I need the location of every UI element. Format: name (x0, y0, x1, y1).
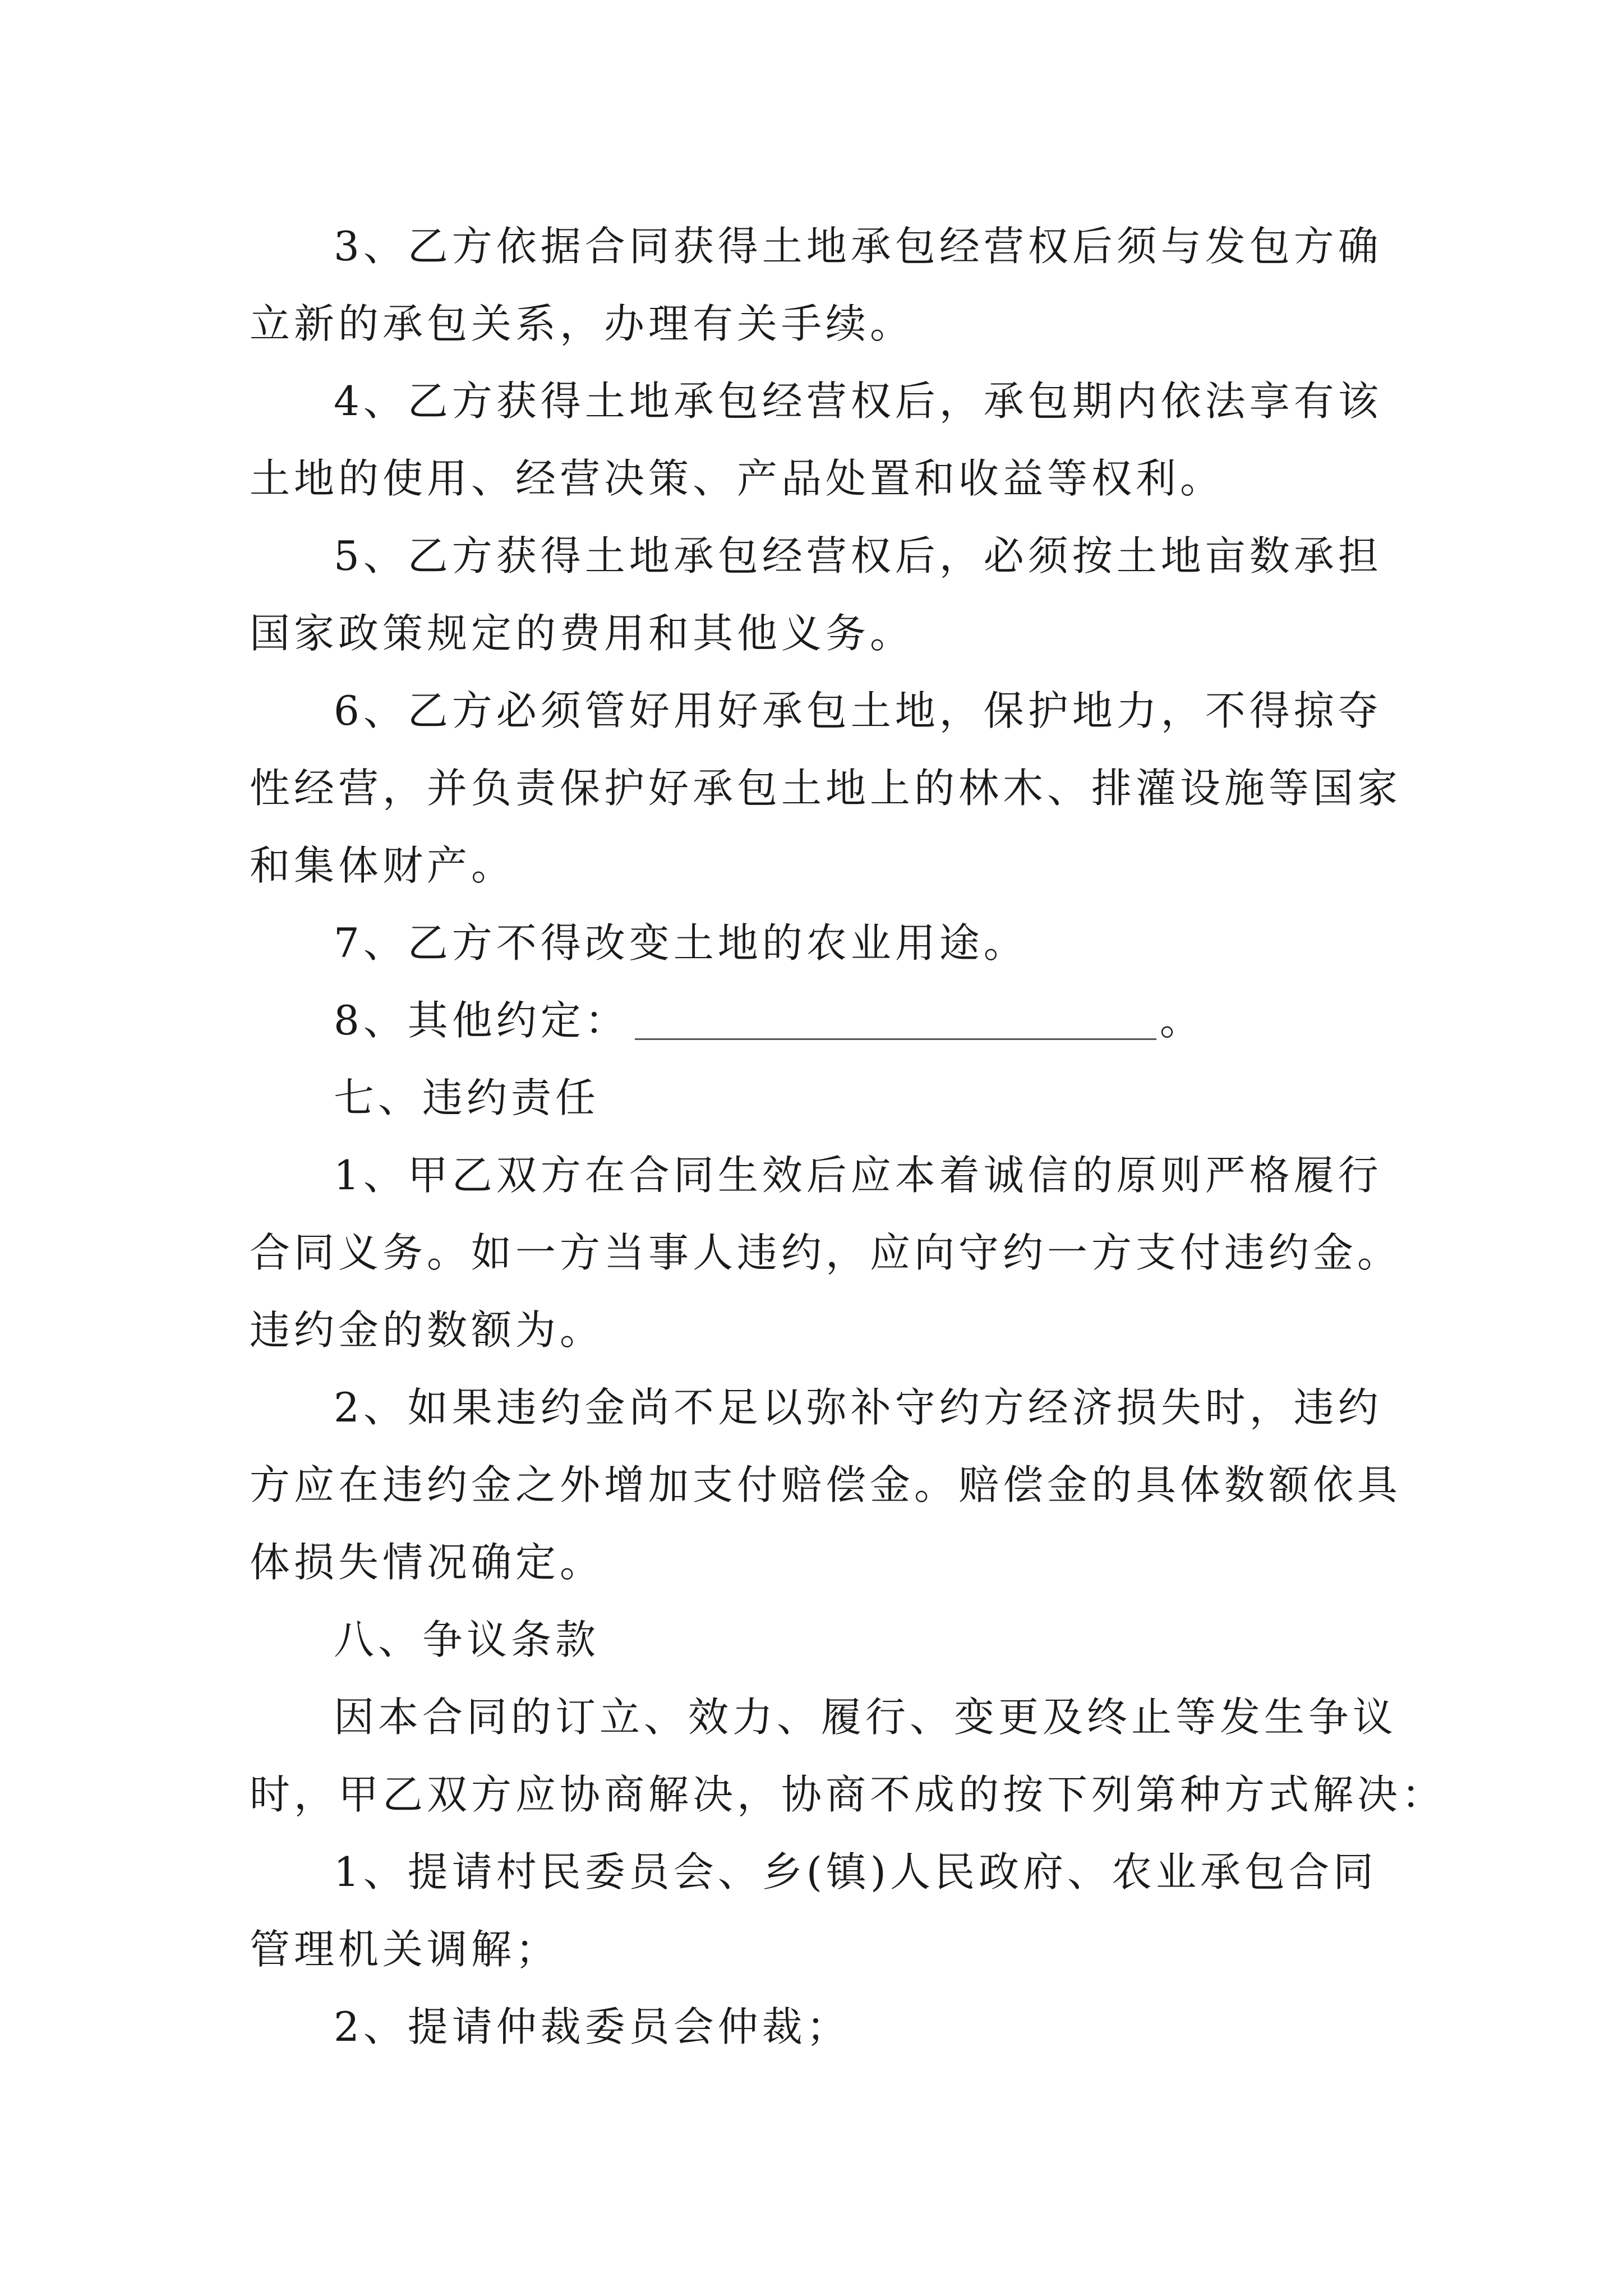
paragraph-line: 1、提请村民委员会、乡(镇)人民政府、农业承包合同 (334, 1848, 1377, 1895)
paragraph-line: 和集体财产。 (250, 842, 516, 889)
paragraph-line: 4、乙方获得土地承包经营权后，承包期内依法享有该 (334, 378, 1382, 425)
paragraph-line: 违约金的数额为。 (250, 1306, 605, 1354)
paragraph-line: 1、甲乙双方在合同生效后应本着诚信的原则严格履行 (334, 1152, 1382, 1199)
paragraph-line: 时，甲乙双方应协商解决，协商不成的按下列第种方式解决： (250, 1771, 1446, 1818)
paragraph-line: 2、如果违约金尚不足以弥补守约方经济损失时，违约 (334, 1384, 1382, 1431)
paragraph-line: 国家政策规定的费用和其他义务。 (250, 610, 915, 657)
paragraph-line: 2、提请仲裁委员会仲裁； (334, 2003, 851, 2050)
period: 。 (1159, 997, 1204, 1044)
paragraph-line: 立新的承包关系，办理有关手续。 (250, 300, 915, 347)
paragraph-line: 性经营，并负责保护好承包土地上的林木、排灌设施等国家 (250, 765, 1402, 812)
paragraph-line: 体损失情况确定。 (250, 1539, 605, 1586)
paragraph-line: 土地的使用、经营决策、产品处置和收益等权利。 (250, 455, 1225, 502)
document-body (250, 208, 1446, 2065)
paragraph-line: 管理机关调解； (250, 1926, 560, 1973)
paragraph-line: 6、乙方必须管好用好承包土地，保护地力，不得掠夺 (334, 687, 1382, 734)
paragraph-line: 3、乙方依据合同获得土地承包经营权后须与发包方确 (334, 223, 1382, 270)
paragraph-line: 方应在违约金之外增加支付赔偿金。赔偿金的具体数额依具 (250, 1461, 1402, 1508)
other-agreement-label: 8、其他约定： (334, 997, 629, 1044)
other-agreement-line (250, 982, 1380, 1059)
fill-in-blank[interactable] (635, 1002, 1156, 1040)
paragraph-line: 因本合同的订立、效力、履行、变更及终止等发生争议 (334, 1694, 1398, 1741)
paragraph-line: 合同义务。如一方当事人违约，应向守约一方支付违约金。 (250, 1229, 1402, 1276)
paragraph-line: 5、乙方获得土地承包经营权后，必须按土地亩数承担 (334, 532, 1382, 579)
paragraph-line: 7、乙方不得改变土地的农业用途。 (334, 919, 1028, 967)
section-heading: 七、违约责任 (334, 1074, 600, 1121)
section-heading: 八、争议条款 (334, 1616, 600, 1663)
